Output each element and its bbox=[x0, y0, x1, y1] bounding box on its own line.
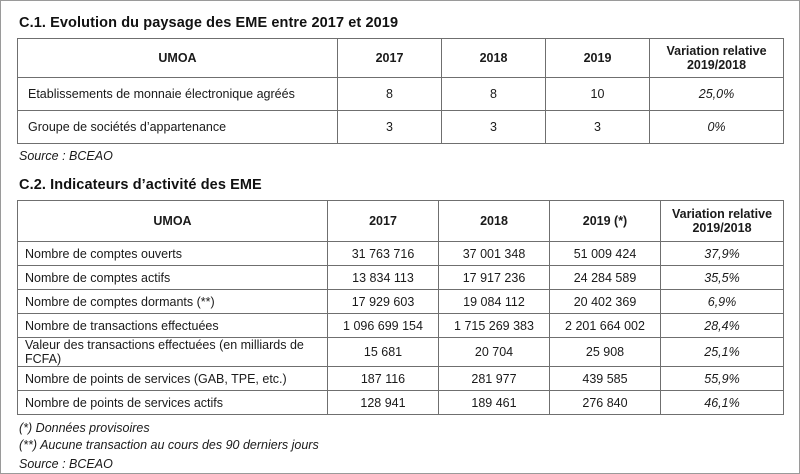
table-row bbox=[18, 78, 784, 111]
cell-2019: 276 840 bbox=[550, 391, 661, 415]
cell-variation: 35,5% bbox=[661, 266, 784, 290]
section-title-c2: C.2. Indicateurs d’activité des EME bbox=[19, 177, 262, 193]
row-label: Nombre de comptes ouverts bbox=[18, 242, 328, 266]
cell-2019: 10 bbox=[546, 78, 650, 111]
cell-2018: 37 001 348 bbox=[439, 242, 550, 266]
column-header-variation bbox=[650, 39, 784, 78]
cell-2017: 13 834 113 bbox=[328, 266, 439, 290]
section-title-c1: C.1. Evolution du paysage des EME entre 2017 et 2019 bbox=[19, 15, 399, 31]
cell-2018: 20 704 bbox=[439, 338, 550, 367]
cell-2017: 128 941 bbox=[328, 391, 439, 415]
column-header-umoa: UMOA bbox=[18, 201, 328, 242]
cell-2019: 439 585 bbox=[550, 367, 661, 391]
table-row bbox=[18, 367, 784, 391]
column-header-variation bbox=[661, 201, 784, 242]
variation-header-line1: Variation relative bbox=[666, 43, 767, 58]
row-label: Nombre de points de services (GAB, TPE, etc.) bbox=[18, 367, 328, 391]
column-header-2019: 2019 (*) bbox=[550, 201, 661, 242]
cell-2019: 3 bbox=[546, 111, 650, 144]
row-label: Nombre de transactions effectuées bbox=[18, 314, 328, 338]
row-label: Etablissements de monnaie électronique agréés bbox=[18, 78, 338, 111]
table-row bbox=[18, 314, 784, 338]
footnote-dormant-accounts: (**) Aucune transaction au cours des 90 derniers jours bbox=[19, 438, 319, 452]
row-label: Nombre de points de services actifs bbox=[18, 391, 328, 415]
row-label: Nombre de comptes actifs bbox=[18, 266, 328, 290]
row-label: Valeur des transactions effectuées (en milliards de FCFA) bbox=[18, 338, 328, 367]
cell-2017: 3 bbox=[338, 111, 442, 144]
cell-2017: 8 bbox=[338, 78, 442, 111]
cell-2019: 24 284 589 bbox=[550, 266, 661, 290]
column-header-2017: 2017 bbox=[338, 39, 442, 78]
cell-2017: 31 763 716 bbox=[328, 242, 439, 266]
cell-variation: 6,9% bbox=[661, 290, 784, 314]
cell-variation: 25,1% bbox=[661, 338, 784, 367]
cell-variation: 0% bbox=[650, 111, 784, 144]
table-eme-activity-indicators bbox=[17, 200, 784, 415]
cell-2018: 189 461 bbox=[439, 391, 550, 415]
cell-2018: 17 917 236 bbox=[439, 266, 550, 290]
cell-variation: 46,1% bbox=[661, 391, 784, 415]
variation-header-line2: 2019/2018 bbox=[686, 58, 747, 72]
cell-2019: 2 201 664 002 bbox=[550, 314, 661, 338]
cell-variation: 28,4% bbox=[661, 314, 784, 338]
row-label: Groupe de sociétés d’appartenance bbox=[18, 111, 338, 144]
table-header-row bbox=[18, 39, 784, 78]
table-row bbox=[18, 338, 784, 367]
table-row bbox=[18, 242, 784, 266]
cell-2018: 281 977 bbox=[439, 367, 550, 391]
cell-2019: 51 009 424 bbox=[550, 242, 661, 266]
source-note-c1: Source : BCEAO bbox=[19, 149, 113, 163]
table-row bbox=[18, 111, 784, 144]
table-row bbox=[18, 290, 784, 314]
cell-2017: 187 116 bbox=[328, 367, 439, 391]
cell-2018: 1 715 269 383 bbox=[439, 314, 550, 338]
cell-2017: 1 096 699 154 bbox=[328, 314, 439, 338]
column-header-2018: 2018 bbox=[439, 201, 550, 242]
cell-2018: 3 bbox=[442, 111, 546, 144]
row-label: Nombre de comptes dormants (**) bbox=[18, 290, 328, 314]
cell-2018: 8 bbox=[442, 78, 546, 111]
cell-variation: 37,9% bbox=[661, 242, 784, 266]
footnote-provisional-data: (*) Données provisoires bbox=[19, 421, 150, 435]
table-row bbox=[18, 266, 784, 290]
table-header-row bbox=[18, 201, 784, 242]
cell-2019: 20 402 369 bbox=[550, 290, 661, 314]
cell-variation: 55,9% bbox=[661, 367, 784, 391]
cell-2017: 17 929 603 bbox=[328, 290, 439, 314]
variation-header-line2: 2019/2018 bbox=[692, 221, 752, 235]
source-note-c2: Source : BCEAO bbox=[19, 457, 113, 471]
cell-variation: 25,0% bbox=[650, 78, 784, 111]
cell-2017: 15 681 bbox=[328, 338, 439, 367]
table-eme-landscape bbox=[17, 38, 784, 144]
cell-2018: 19 084 112 bbox=[439, 290, 550, 314]
column-header-2017: 2017 bbox=[328, 201, 439, 242]
table-row bbox=[18, 391, 784, 415]
column-header-2019: 2019 bbox=[546, 39, 650, 78]
column-header-umoa: UMOA bbox=[18, 39, 338, 78]
variation-header-line1: Variation relative bbox=[671, 206, 773, 221]
column-header-2018: 2018 bbox=[442, 39, 546, 78]
cell-2019: 25 908 bbox=[550, 338, 661, 367]
